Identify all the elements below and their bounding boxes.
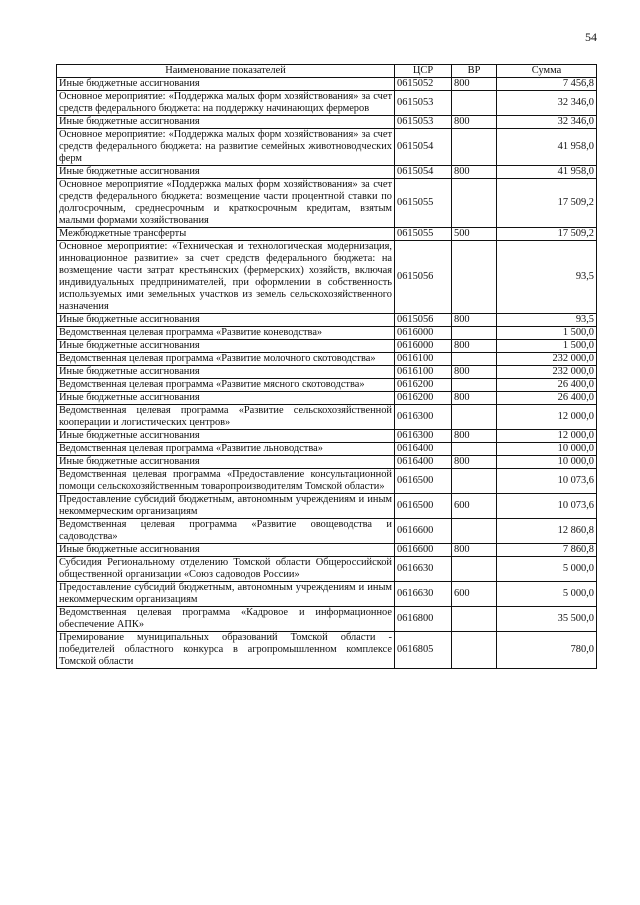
table-row <box>57 392 597 405</box>
cell-sum: 41 958,0 <box>497 166 597 179</box>
cell-csr: 0615056 <box>395 314 452 327</box>
cell-vr <box>452 632 497 669</box>
cell-name: Ведомственная целевая программа «Развитие молочного скотоводства» <box>57 353 395 366</box>
page-number: 54 <box>585 30 597 44</box>
cell-sum: 12 000,0 <box>497 430 597 443</box>
cell-name: Основное мероприятие: «Поддержка малых форм хозяйствования» за счет средств федерального бюджета: на развитие семейных животноводческих ферм <box>57 129 395 166</box>
cell-sum: 7 860,8 <box>497 544 597 557</box>
cell-csr: 0616500 <box>395 469 452 494</box>
table-row <box>57 116 597 129</box>
cell-name: Иные бюджетные ассигнования <box>57 116 395 129</box>
table-row <box>57 340 597 353</box>
cell-csr: 0615055 <box>395 179 452 228</box>
cell-sum: 35 500,0 <box>497 607 597 632</box>
table-row <box>57 129 597 166</box>
cell-name: Основное мероприятие: «Поддержка малых форм хозяйствования» за счет средств федерального бюджета: на поддержку начинающих фермеров <box>57 91 395 116</box>
cell-sum: 17 509,2 <box>497 179 597 228</box>
cell-vr <box>452 91 497 116</box>
cell-name: Ведомственная целевая программа «Развитие мясного скотоводства» <box>57 379 395 392</box>
cell-csr: 0616000 <box>395 327 452 340</box>
cell-csr: 0616400 <box>395 456 452 469</box>
cell-sum: 26 400,0 <box>497 392 597 405</box>
header-name: Наименование показателей <box>57 65 395 78</box>
cell-sum: 32 346,0 <box>497 91 597 116</box>
cell-vr <box>452 469 497 494</box>
cell-csr: 0616630 <box>395 557 452 582</box>
cell-vr <box>452 129 497 166</box>
cell-vr <box>452 519 497 544</box>
table-row <box>57 166 597 179</box>
cell-name: Межбюджетные трансферты <box>57 228 395 241</box>
cell-name: Иные бюджетные ассигнования <box>57 392 395 405</box>
table-row <box>57 456 597 469</box>
cell-csr: 0616100 <box>395 353 452 366</box>
cell-name: Иные бюджетные ассигнования <box>57 430 395 443</box>
cell-sum: 5 000,0 <box>497 582 597 607</box>
cell-csr: 0616600 <box>395 544 452 557</box>
cell-sum: 10 000,0 <box>497 443 597 456</box>
cell-sum: 10 073,6 <box>497 469 597 494</box>
cell-name: Ведомственная целевая программа «Развитие сельскохозяйственной кооперации и логистических центров» <box>57 405 395 430</box>
cell-csr: 0616000 <box>395 340 452 353</box>
table-row <box>57 366 597 379</box>
table-row <box>57 179 597 228</box>
table-row <box>57 582 597 607</box>
table-row <box>57 241 597 314</box>
table-row <box>57 314 597 327</box>
table-row <box>57 557 597 582</box>
cell-vr: 800 <box>452 456 497 469</box>
budget-table <box>56 64 597 669</box>
cell-csr: 0615055 <box>395 228 452 241</box>
cell-vr <box>452 607 497 632</box>
cell-vr <box>452 443 497 456</box>
table-header-row <box>57 65 597 78</box>
cell-csr: 0616600 <box>395 519 452 544</box>
cell-sum: 10 000,0 <box>497 456 597 469</box>
cell-vr: 800 <box>452 78 497 91</box>
header-csr: ЦСР <box>395 65 452 78</box>
cell-name: Ведомственная целевая программа «Кадровое и информационное обеспечение АПК» <box>57 607 395 632</box>
table-row <box>57 430 597 443</box>
cell-csr: 0615052 <box>395 78 452 91</box>
cell-sum: 7 456,8 <box>497 78 597 91</box>
cell-name: Иные бюджетные ассигнования <box>57 166 395 179</box>
table-row <box>57 494 597 519</box>
cell-vr: 800 <box>452 340 497 353</box>
cell-sum: 93,5 <box>497 241 597 314</box>
table-row <box>57 91 597 116</box>
cell-vr <box>452 353 497 366</box>
cell-csr: 0616400 <box>395 443 452 456</box>
cell-csr: 0616300 <box>395 430 452 443</box>
cell-vr <box>452 379 497 392</box>
cell-sum: 10 073,6 <box>497 494 597 519</box>
cell-vr: 800 <box>452 314 497 327</box>
cell-vr: 800 <box>452 116 497 129</box>
cell-sum: 32 346,0 <box>497 116 597 129</box>
cell-sum: 41 958,0 <box>497 129 597 166</box>
cell-sum: 5 000,0 <box>497 557 597 582</box>
cell-sum: 232 000,0 <box>497 366 597 379</box>
cell-name: Ведомственная целевая программа «Развитие овощеводства и садоводства» <box>57 519 395 544</box>
table-row <box>57 379 597 392</box>
cell-vr: 600 <box>452 494 497 519</box>
table-row <box>57 469 597 494</box>
cell-csr: 0615053 <box>395 91 452 116</box>
cell-vr: 800 <box>452 366 497 379</box>
table-row <box>57 544 597 557</box>
cell-name: Иные бюджетные ассигнования <box>57 366 395 379</box>
cell-csr: 0616805 <box>395 632 452 669</box>
cell-csr: 0616200 <box>395 379 452 392</box>
table-row <box>57 632 597 669</box>
cell-sum: 780,0 <box>497 632 597 669</box>
cell-csr: 0616500 <box>395 494 452 519</box>
table-row <box>57 519 597 544</box>
table-row <box>57 353 597 366</box>
cell-name: Иные бюджетные ассигнования <box>57 340 395 353</box>
cell-name: Премирование муниципальных образований Томской области - победителей областного конкурса в агропромышленном комплексе Томской области <box>57 632 395 669</box>
cell-vr: 800 <box>452 430 497 443</box>
cell-name: Основное мероприятие: «Техническая и технологическая модернизация, инновационное развитие» за счет средств федерального бюджета: на возмещение части затрат крестьянских (фермерских) хозяйств, включая индивидуальных предпринимателей, при оформлении в собственность используемых ими земельных участков из земель сельскохозяйственного назначения <box>57 241 395 314</box>
cell-csr: 0616630 <box>395 582 452 607</box>
cell-name: Иные бюджетные ассигнования <box>57 78 395 91</box>
cell-name: Иные бюджетные ассигнования <box>57 456 395 469</box>
cell-name: Ведомственная целевая программа «Развитие коневодства» <box>57 327 395 340</box>
cell-sum: 12 000,0 <box>497 405 597 430</box>
cell-name: Иные бюджетные ассигнования <box>57 544 395 557</box>
table-row <box>57 78 597 91</box>
cell-vr: 800 <box>452 392 497 405</box>
cell-sum: 1 500,0 <box>497 327 597 340</box>
cell-csr: 0615056 <box>395 241 452 314</box>
cell-sum: 1 500,0 <box>497 340 597 353</box>
cell-vr: 800 <box>452 166 497 179</box>
header-sum: Сумма <box>497 65 597 78</box>
cell-name: Ведомственная целевая программа «Развитие льноводства» <box>57 443 395 456</box>
cell-csr: 0615054 <box>395 129 452 166</box>
cell-sum: 12 860,8 <box>497 519 597 544</box>
cell-sum: 17 509,2 <box>497 228 597 241</box>
table-row <box>57 443 597 456</box>
cell-csr: 0616100 <box>395 366 452 379</box>
cell-vr: 600 <box>452 582 497 607</box>
cell-name: Субсидия Региональному отделению Томской области Общероссийской общественной организации «Союз садоводов России» <box>57 557 395 582</box>
cell-vr: 800 <box>452 544 497 557</box>
cell-name: Предоставление субсидий бюджетным, автономным учреждениям и иным некоммерческим организациям <box>57 582 395 607</box>
cell-csr: 0615054 <box>395 166 452 179</box>
header-vr: ВР <box>452 65 497 78</box>
cell-vr <box>452 557 497 582</box>
cell-csr: 0615053 <box>395 116 452 129</box>
cell-csr: 0616800 <box>395 607 452 632</box>
cell-vr: 500 <box>452 228 497 241</box>
cell-vr <box>452 241 497 314</box>
table-row <box>57 228 597 241</box>
cell-name: Предоставление субсидий бюджетным, автономным учреждениям и иным некоммерческим организациям <box>57 494 395 519</box>
cell-name: Ведомственная целевая программа «Предоставление консультационной помощи сельскохозяйственным товаропроизводителям Томской области» <box>57 469 395 494</box>
table-row <box>57 327 597 340</box>
cell-name: Иные бюджетные ассигнования <box>57 314 395 327</box>
cell-vr <box>452 405 497 430</box>
cell-name: Основное мероприятие «Поддержка малых форм хозяйствования» за счет средств федерального бюджета: возмещение части процентной ставки по долгосрочным, среднесрочным и краткосрочным кредитам, взятым малыми формами хозяйствования <box>57 179 395 228</box>
cell-sum: 26 400,0 <box>497 379 597 392</box>
cell-csr: 0616300 <box>395 405 452 430</box>
cell-sum: 93,5 <box>497 314 597 327</box>
cell-vr <box>452 327 497 340</box>
table-row <box>57 607 597 632</box>
table-row <box>57 405 597 430</box>
cell-sum: 232 000,0 <box>497 353 597 366</box>
cell-csr: 0616200 <box>395 392 452 405</box>
cell-vr <box>452 179 497 228</box>
